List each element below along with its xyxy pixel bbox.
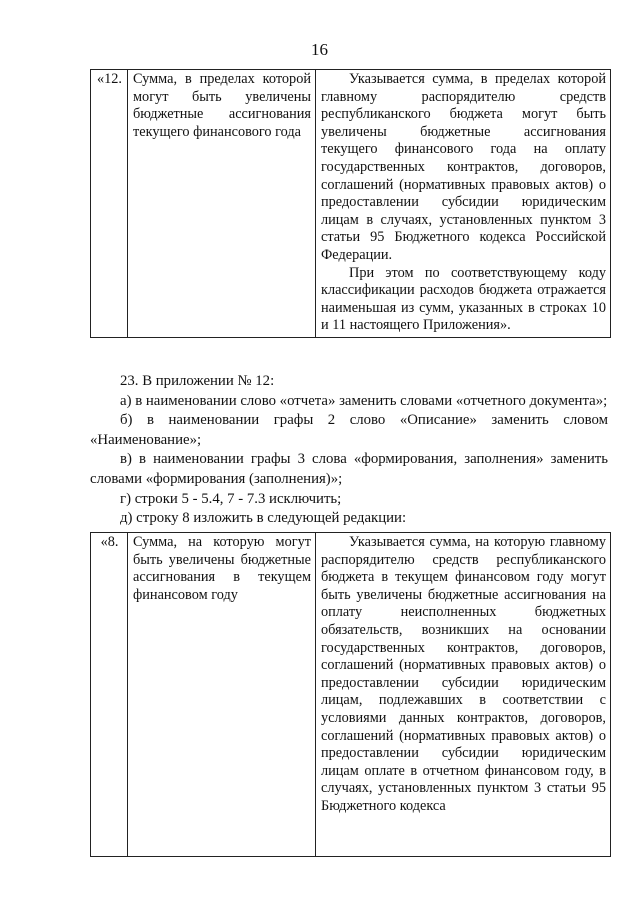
table-row (91, 533, 611, 857)
row-number-cell: «12. (91, 70, 128, 338)
paragraph-item-23: 23. В приложении № 12: (120, 373, 275, 389)
description-paragraph: При этом по соответствующему коду классификации расходов бюджета отражается наименьшая из сумм, указанных в строках 10 и 11 настоящего Приложения». (321, 264, 606, 334)
description-paragraph: Указывается сумма, в пределах которой главному распорядителю средств республиканского бюджета могут быть увеличены бюджетные ассигнования текущего финансового года на оплату государственных контрактов, договоров, соглашений (нормативных правовых актов) о предоставлении субсидии юридическим лицам в случаях, установленных пунктом 3 статьи 95 Бюджетного кодекса Российской Федерации. (321, 71, 606, 263)
paragraph-item-a: а) в наименовании слово «отчета» заменить словами «отчетного документа»; (120, 392, 608, 409)
paragraph-item-v: в) в наименовании графы 3 слова «формирования, заполнения» заменить словами «формирования (заполнения)»; (90, 451, 608, 487)
page-number: 16 (311, 40, 328, 59)
table-row-12 (90, 69, 611, 338)
amendment-text (90, 372, 608, 529)
table-row (91, 70, 611, 338)
row-name-cell: Сумма, на которую могут быть увеличены бюджетные ассигнования в текущем финансовом году (128, 533, 316, 857)
table-row-8 (90, 532, 611, 857)
paragraph-item-g: г) строки 5 - 5.4, 7 - 7.3 исключить; (120, 490, 342, 507)
paragraph-item-d: д) строку 8 изложить в следующей редакции: (120, 510, 407, 527)
row-description-cell (316, 70, 611, 338)
description-paragraph: Указывается сумма, на которую главному распорядителю средств республиканского бюджета в текущем финансовом году могут быть увеличены бюджетные ассигнования на оплату неисполненных бюджетных обязательств, возникших на основании государственных контрактов, договоров, соглашений (нормативных правовых актов) о предоставлении субсидии юридическим лицам, подлежавших в соответствии с условиями данных контрактов, договоров, соглашений (нормативных правовых актов) о предоставлении субсидии юридическим лицам оплате в отчетном финансовом году, в случаях, установленных пунктом 3 статьи 95 Бюджетного кодекса (321, 534, 606, 814)
paragraph-item-b: б) в наименовании графы 2 слово «Описание» заменить словом «Наименование»; (90, 412, 608, 448)
row-description-cell (316, 533, 611, 857)
row-number-cell: «8. (91, 533, 128, 857)
row-name-cell: Сумма, в пределах которой могут быть увеличены бюджетные ассигнования текущего финансового года (128, 70, 316, 338)
